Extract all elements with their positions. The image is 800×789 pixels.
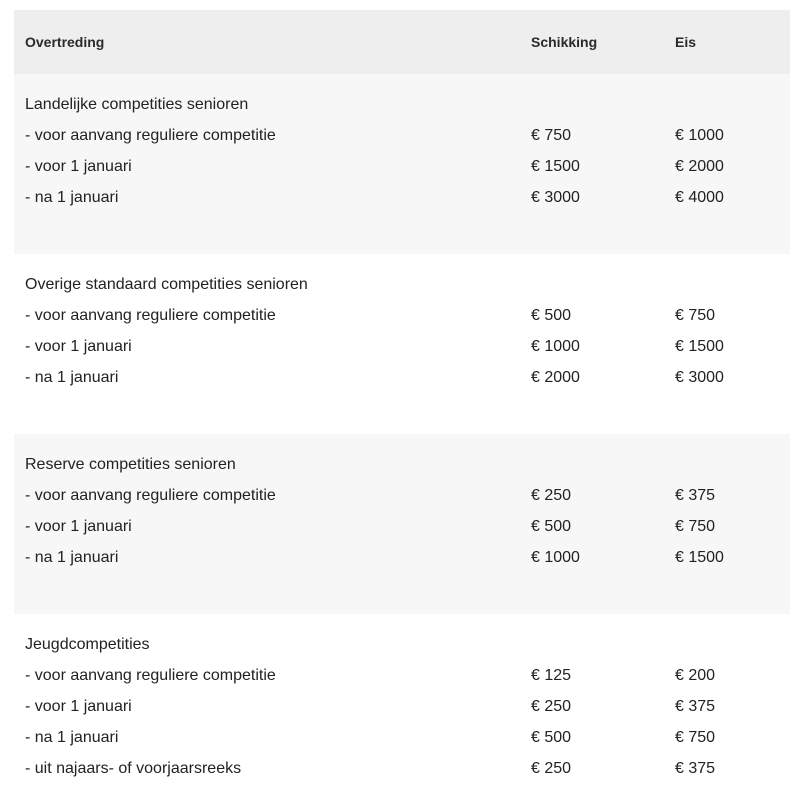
row-label: - na 1 januari (25, 729, 119, 746)
row-label: - voor 1 januari (25, 698, 132, 715)
header-claim: Eis (675, 34, 697, 50)
row-settlement: € 2000 (531, 369, 580, 386)
row-settlement: € 125 (531, 667, 572, 684)
row-settlement: € 500 (531, 307, 572, 324)
row-claim: € 375 (675, 487, 716, 504)
row-settlement: € 1500 (531, 158, 580, 175)
group-title: Overige standaard competities senioren (25, 276, 308, 293)
row-settlement: € 250 (531, 760, 572, 777)
row-label: - voor 1 januari (25, 518, 132, 535)
row-claim: € 750 (675, 307, 716, 324)
table-body (14, 0, 790, 789)
row-label: - voor aanvang reguliere competitie (25, 307, 276, 324)
row-claim: € 375 (675, 760, 716, 777)
row-claim: € 1000 (675, 127, 724, 144)
row-settlement: € 750 (531, 127, 572, 144)
penalty-table (14, 10, 790, 74)
row-label: - voor 1 januari (25, 158, 132, 175)
row-label: - voor aanvang reguliere competitie (25, 127, 276, 144)
group-title: Landelijke competities senioren (25, 96, 249, 113)
row-settlement: € 250 (531, 487, 572, 504)
row-settlement: € 500 (531, 518, 572, 535)
row-claim: € 750 (675, 729, 716, 746)
row-claim: € 4000 (675, 189, 724, 206)
row-label: - voor 1 januari (25, 338, 132, 355)
row-label: - voor aanvang reguliere competitie (25, 487, 276, 504)
header-settlement: Schikking (531, 34, 598, 50)
row-settlement: € 1000 (531, 549, 580, 566)
row-claim: € 3000 (675, 369, 724, 386)
row-claim: € 750 (675, 518, 716, 535)
row-label: - voor aanvang reguliere competitie (25, 667, 276, 684)
row-label: - na 1 januari (25, 189, 119, 206)
row-settlement: € 250 (531, 698, 572, 715)
group-title: Reserve competities senioren (25, 456, 236, 473)
row-claim: € 2000 (675, 158, 724, 175)
group-title: Jeugdcompetities (25, 636, 150, 653)
row-settlement: € 500 (531, 729, 572, 746)
row-settlement: € 3000 (531, 189, 580, 206)
row-label: - uit najaars- of voorjaarsreeks (25, 760, 242, 777)
row-settlement: € 1000 (531, 338, 580, 355)
row-claim: € 1500 (675, 549, 724, 566)
table-header (14, 10, 790, 74)
header-offense: Overtreding (25, 34, 105, 50)
row-claim: € 375 (675, 698, 716, 715)
row-claim: € 200 (675, 667, 716, 684)
row-label: - na 1 januari (25, 549, 119, 566)
row-claim: € 1500 (675, 338, 724, 355)
row-label: - na 1 januari (25, 369, 119, 386)
